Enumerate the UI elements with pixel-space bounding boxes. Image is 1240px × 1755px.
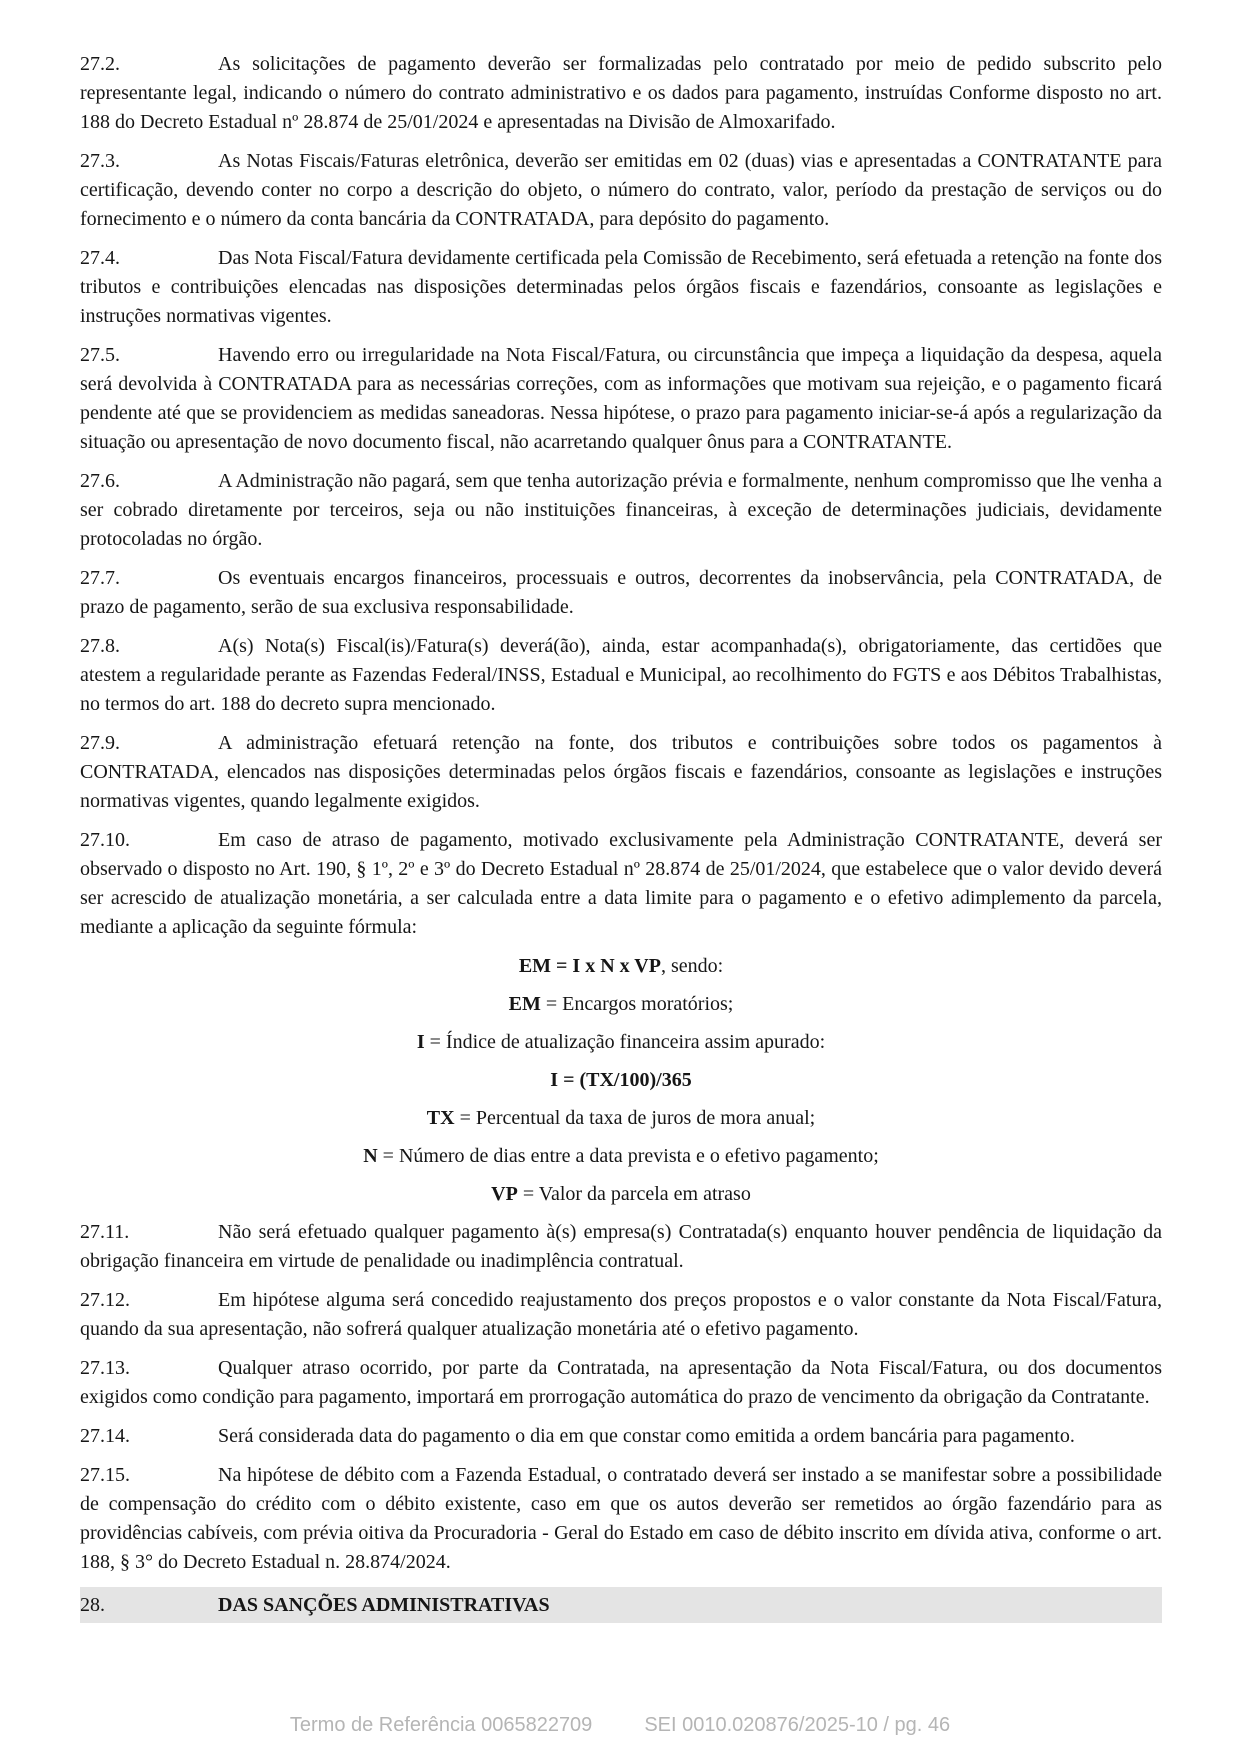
paragraph-number: 27.10. [80,829,130,851]
formula-rest: = Percentual da taxa de juros de mora anual; [454,1107,816,1129]
paragraph-number: 27.2. [80,53,120,75]
formula-bold-term: TX [426,1107,455,1129]
formula-line-n-definition [80,1142,1162,1171]
paragraph-number: 27.8. [80,635,120,657]
footer-sei-page-reference: SEI 0010.020876/2025-10 / pg. 46 [644,1714,951,1736]
formula-rest: = Encargos moratórios; [540,993,734,1015]
formula-bold-term: EM [508,993,541,1015]
formula-line-em-ixnxvp [80,952,1162,981]
formula-bold-term: I [416,1031,425,1053]
paragraph-number: 27.14. [80,1425,130,1447]
paragraph-27-8 [80,632,1162,719]
section-heading-number: 28. [80,1594,105,1616]
paragraph-27-2 [80,50,1162,137]
paragraph-number: 27.5. [80,344,120,366]
formula-line-tx-definition [80,1104,1162,1133]
formula-line-em-definition [80,990,1162,1019]
page-footer [0,1714,1240,1737]
paragraph-27-5 [80,341,1162,457]
paragraph-text: A administração efetuará retenção na fonte, dos tributos e contribuições sobre todos os pagamentos à CONTRATADA, elencados nas disposições determinadas pelos órgãos fiscais e fazendários, consoante as legislações e instruções normativas vigentes, quando legalmente exigidos. [80,732,1162,812]
paragraph-27-12 [80,1286,1162,1344]
paragraph-text: Não será efetuado qualquer pagamento à(s) empresa(s) Contratada(s) enquanto houver pendência de liquidação da obrigação financeira em virtude de penalidade ou inadimplência contratual. [80,1221,1162,1272]
formula-bold-term: EM = I x N x VP [518,955,661,977]
footer-document-reference: Termo de Referência 0065822709 [289,1714,593,1736]
paragraph-number: 27.13. [80,1357,130,1379]
paragraph-27-13 [80,1354,1162,1412]
paragraph-text: As solicitações de pagamento deverão ser formalizadas pelo contratado por meio de pedido subscrito pelo representante legal, indicando o número do contrato administrativo e os dados para pagamento, instruídas Conforme disposto no art. 188 do Decreto Estadual nº 28.874 de 25/01/2024 e apresentadas na Divisão de Almoxarifado. [80,53,1162,133]
paragraph-number: 27.12. [80,1289,130,1311]
paragraph-text: A(s) Nota(s) Fiscal(is)/Fatura(s) deverá(ão), ainda, estar acompanhada(s), obrigatoriamente, das certidões que atestem a regularidade perante as Fazendas Federal/INSS, Estadual e Municipal, ao recolhimento do FGTS e aos Débitos Trabalhistas, no termos do art. 188 do decreto supra mencionado. [80,635,1162,715]
paragraph-27-15 [80,1461,1162,1577]
paragraph-27-14 [80,1422,1162,1451]
paragraph-27-11 [80,1218,1162,1276]
formula-line-vp-definition [80,1180,1162,1209]
paragraph-number: 27.11. [80,1221,130,1243]
paragraph-text: Em caso de atraso de pagamento, motivado exclusivamente pela Administração CONTRATANTE, deverá ser observado o disposto no Art. 190, § 1º, 2º e 3º do Decreto Estadual nº 28.874 de 25/01/2024, que estabelece que o valor devido deverá ser acrescido de atualização monetária, a ser calculada entre a data limite para o pagamento e o efetivo adimplemento da parcela, mediante a aplicação da seguinte fórmula: [80,829,1162,938]
paragraph-text: Em hipótese alguma será concedido reajustamento dos preços propostos e o valor constante da Nota Fiscal/Fatura, quando da sua apresentação, não sofrerá qualquer atualização monetária até o efetivo pagamento. [80,1289,1162,1340]
paragraph-text: Será considerada data do pagamento o dia em que constar como emitida a ordem bancária para pagamento. [218,1425,1075,1447]
paragraph-text: Na hipótese de débito com a Fazenda Estadual, o contratado deverá ser instado a se manifestar sobre a possibilidade de compensação do crédito com o débito existente, caso em que os autos deverão ser remetidos ao órgão fazendário para as providências cabíveis, com prévia oitiva da Procuradoria - Geral do Estado em caso de débito inscrito em dívida ativa, conforme o art. 188, § 3° do Decreto Estadual n. 28.874/2024. [80,1464,1162,1573]
paragraph-number: 27.15. [80,1464,130,1486]
paragraph-27-7 [80,564,1162,622]
formula-bold-term: I = (TX/100)/365 [550,1069,692,1091]
paragraph-text: Os eventuais encargos financeiros, processuais e outros, decorrentes da inobservância, pela CONTRATADA, de prazo de pagamento, serão de sua exclusiva responsabilidade. [80,567,1162,618]
formula-line-i-equation [80,1066,1162,1095]
paragraph-text: Havendo erro ou irregularidade na Nota Fiscal/Fatura, ou circunstância que impeça a liquidação da despesa, aquela será devolvida à CONTRATADA para as necessárias correções, com as informações que motivam sua rejeição, e o pagamento ficará pendente até que se providenciem as medidas saneadoras. Nessa hipótese, o prazo para pagamento iniciar-se-á após a regularização da situação ou apresentação de novo documento fiscal, não acarretando qualquer ônus para a CONTRATANTE. [80,344,1162,453]
formula-rest: = Índice de atualização financeira assim apurado: [424,1031,826,1053]
paragraph-27-3 [80,147,1162,234]
formula-rest: = Valor da parcela em atraso [517,1183,751,1205]
section-heading-28 [80,1587,1162,1623]
paragraph-number: 27.4. [80,247,120,269]
paragraph-text: As Notas Fiscais/Faturas eletrônica, deverão ser emitidas em 02 (duas) vias e apresentadas a CONTRATANTE para certificação, devendo conter no corpo a descrição do objeto, o número do contrato, valor, período da prestação de serviços ou do fornecimento e o número da conta bancária da CONTRATADA, para depósito do pagamento. [80,150,1162,230]
paragraph-text: A Administração não pagará, sem que tenha autorização prévia e formalmente, nenhum compromisso que lhe venha a ser cobrado diretamente por terceiros, seja ou não instituições financeiras, à exceção de determinações judiciais, devidamente protocoladas no órgão. [80,470,1162,550]
paragraph-27-10 [80,826,1162,942]
formula-rest: = Número de dias entre a data prevista e o efetivo pagamento; [377,1145,879,1167]
formula-rest: , sendo: [660,955,724,977]
paragraph-27-4 [80,244,1162,331]
paragraph-text: Qualquer atraso ocorrido, por parte da Contratada, na apresentação da Nota Fiscal/Fatura, ou dos documentos exigidos como condição para pagamento, importará em prorrogação automática do prazo de vencimento da obrigação da Contratante. [80,1357,1162,1408]
formula-bold-term: N [363,1145,378,1167]
formula-bold-term: VP [491,1183,518,1205]
section-heading-title: DAS SANÇÕES ADMINISTRATIVAS [218,1594,550,1616]
formula-line-i-definition [80,1028,1162,1057]
paragraph-27-6 [80,467,1162,554]
paragraph-number: 27.6. [80,470,120,492]
paragraph-text: Das Nota Fiscal/Fatura devidamente certificada pela Comissão de Recebimento, será efetuada a retenção na fonte dos tributos e contribuições elencadas nas disposições determinadas pelos órgãos fiscais e fazendários, consoante as legislações e instruções normativas vigentes. [80,247,1162,327]
paragraph-27-9 [80,729,1162,816]
paragraph-number: 27.3. [80,150,120,172]
paragraph-number: 27.7. [80,567,120,589]
paragraph-number: 27.9. [80,732,120,754]
